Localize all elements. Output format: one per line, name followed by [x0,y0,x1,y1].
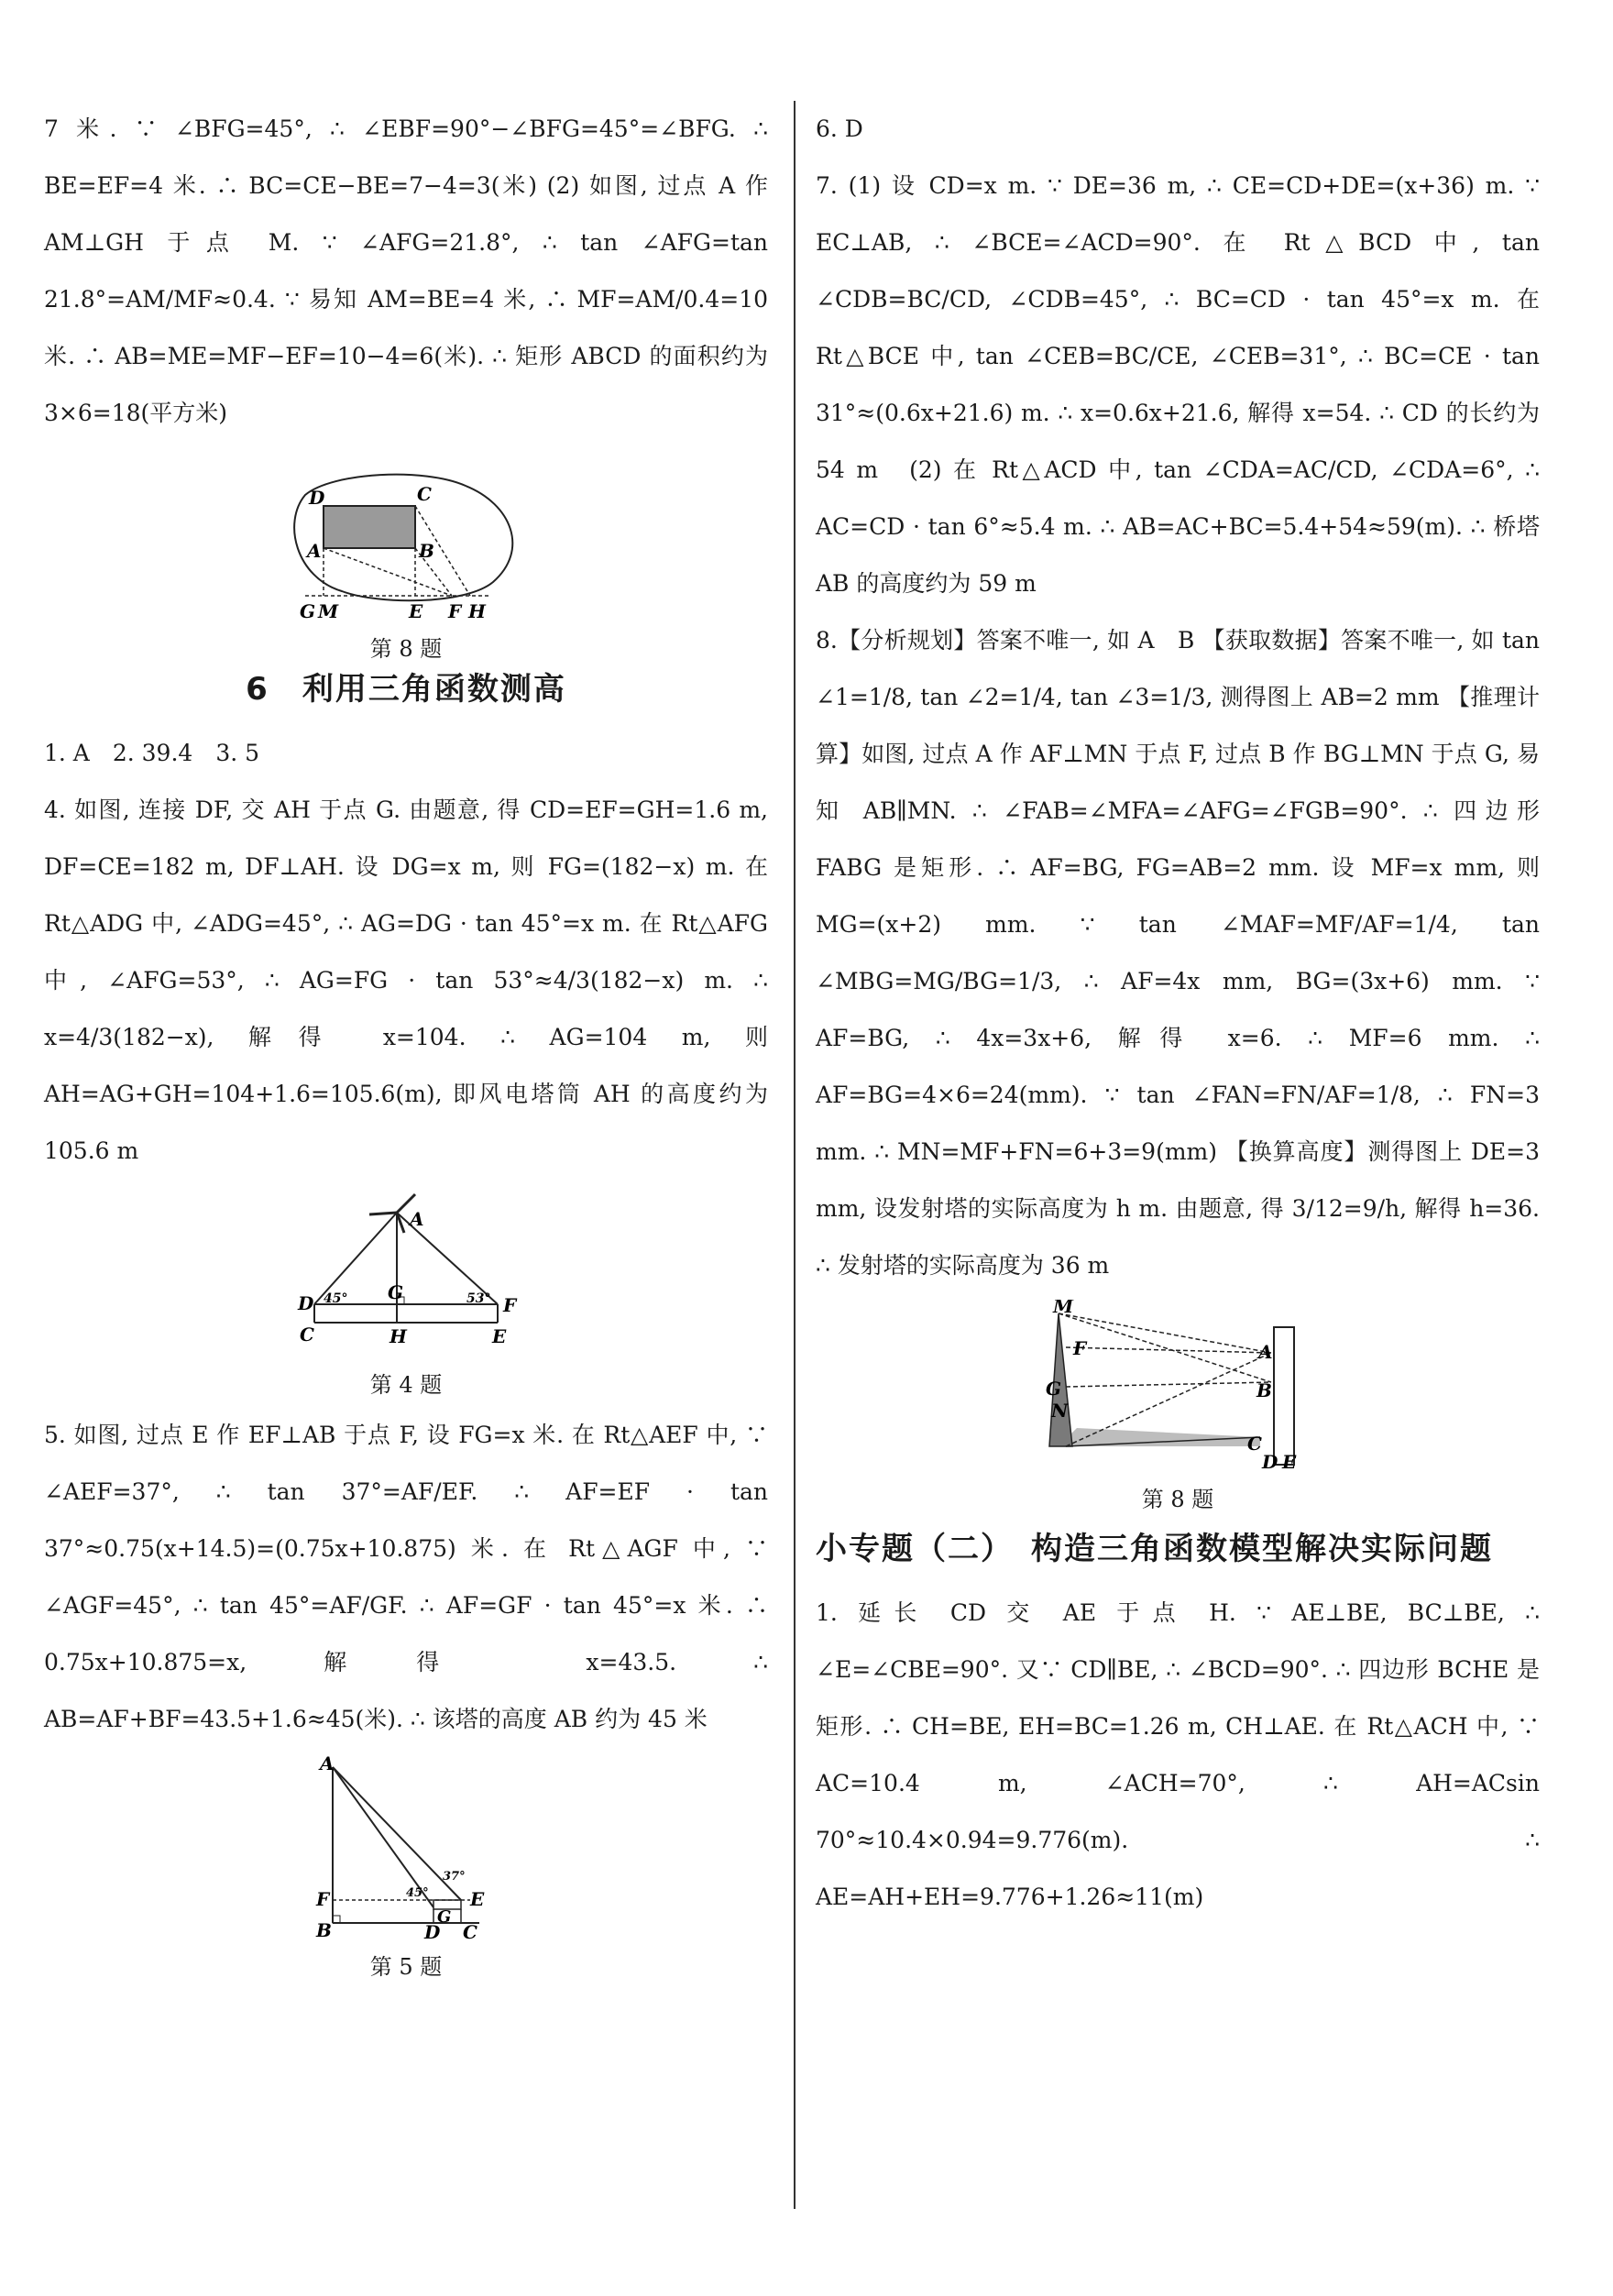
fig8a-label-h: H [468,600,486,622]
fig4-angle-d: 45° [324,1291,348,1306]
right-column [816,101,1540,1926]
question-4-solution: 4. 如图, 连接 DF, 交 AH 于点 G. 由题意, 得 CD=EF=GH=1.6 m, DF=CE=182 m, DF⊥AH. 设 DG=x m, 则 FG=(182−x) m. 在 Rt△ADG 中, ∠ADG=45°, ∴ AG=DG · tan 45°=x m. 在 Rt△AFG 中, ∠AFG=53°, ∴ AG=FG · tan 53°≈4/3(182−x) m. ∴ x=4/3(182−x), 解得 x=104. ∴ AG=104 m, 则 AH=AG+GH=104+1.6=105.6(m), 即风电塔筒 AH 的高度约为 105.6 m [44,796,768,1164]
special-topic-title: 小专题（二） 构造三角函数模型解决实际问题 [816,1531,1493,1567]
fig8a-label-b: B [419,540,434,562]
fig5-label-c: C [463,1921,477,1941]
fig8a-label-c: C [417,483,432,505]
fig5-label-b: B [316,1919,332,1941]
fig4-label-g: G [388,1281,404,1303]
fig5-label-a: A [320,1753,335,1774]
fig5-angle-g: 45° [406,1886,429,1900]
figure-5-diagram [296,1753,516,1941]
fig4-angle-f: 53° [466,1291,491,1306]
fig8b-label-g: G [1046,1378,1062,1400]
fig8b-label-e: E [1282,1451,1297,1473]
fig8a-label-e: E [409,600,423,622]
figure-8b-caption: 第 8 题 [1141,1487,1214,1512]
fig4-label-f: F [503,1294,517,1316]
fig8a-label-g: G [300,600,316,622]
figure-8b-diagram [1031,1300,1324,1474]
special-question-1-solution: 1. 延长 CD 交 AE 于点 H. ∵ AE⊥BE, BC⊥BE, ∴ ∠E=∠CBE=90°. 又∵ CD∥BE, ∴ ∠BCD=90°. ∴ 四边形 BCHE 是矩形. ∴ CH=BE, EH=BC=1.26 m, CH⊥AE. 在 Rt△ACH 中, ∵ AC=10.4 m, ∠ACH=70°, ∴ AH=ACsin 70°≈10.4×0.94=9.776(m). ∴ AE=AH+EH=9.776+1.26≈11(m) [816,1599,1540,1910]
fig8b-label-a: A [1258,1341,1273,1363]
fig5-label-f: F [316,1888,330,1910]
figure-5-caption: 第 5 题 [369,1954,443,1980]
column-divider [794,101,796,2209]
fig8a-label-a: A [307,540,322,562]
fig8b-label-f: F [1073,1337,1087,1359]
answers-1-3: 1. A 2. 39.4 3. 5 [44,740,260,766]
fig8b-label-b: B [1256,1379,1272,1401]
fig5-label-g: G [437,1907,452,1927]
fig8b-label-d: D [1262,1451,1278,1473]
fig8a-label-f: F [448,600,462,622]
figure-8a-diagram [269,467,543,623]
fig4-label-d: D [298,1292,314,1314]
fig8b-label-m: M [1053,1300,1074,1317]
fig5-label-e: E [470,1888,485,1910]
figure-8a-caption: 第 8 题 [369,636,443,662]
fig8b-label-n: N [1051,1400,1069,1422]
answer-6: 6. D [816,115,863,142]
figure-4-caption: 第 4 题 [369,1372,443,1398]
q3-continuation: 7 米. ∵ ∠BFG=45°, ∴ ∠EBF=90°−∠BFG=45°=∠BFG. ∴ BE=EF=4 米. ∴ BC=CE−BE=7−4=3(米) (2) 如图, 过点 A 作 AM⊥GH 于点 M. ∵ ∠AFG=21.8°, ∴ tan ∠AFG=tan 21.8°=AM/MF≈0.4. ∵ 易知 AM=BE=4 米, ∴ MF=AM/0.4=10 米. ∴ AB=ME=MF−EF=10−4=6(米). ∴ 矩形 ABCD 的面积约为 3×6=18(平方米) [44,115,768,426]
fig4-label-e: E [492,1325,507,1347]
fig5-label-d: D [424,1921,441,1941]
left-column [44,101,768,1984]
fig8b-label-c: C [1247,1433,1262,1455]
question-8-solution: 8.【分析规划】答案不唯一, 如 A B 【获取数据】答案不唯一, 如 tan ∠1=1/8, tan ∠2=1/4, tan ∠3=1/3, 测得图上 AB=2 mm 【推理计算】如图, 过点 A 作 AF⊥MN 于点 F, 过点 B 作 BG⊥MN 于点 G, 易知 AB∥MN. ∴ ∠FAB=∠MFA=∠AFG=∠FGB=90°. ∴ 四边形 FABG 是矩形. ∴ AF=BG, FG=AB=2 mm. 设 MF=x mm, 则 MG=(x+2) mm. ∵ tan ∠MAF=MF/AF=1/4, tan ∠MBG=MG/BG=1/3, ∴ AF=4x mm, BG=(3x+6) mm. ∵ AF=BG, ∴ 4x=3x+6, 解得 x=6. ∴ MF=6 mm. ∴ AF=BG=4×6=24(mm). ∵ tan ∠FAN=FN/AF=1/8, ∴ FN=3 mm. ∴ MN=MF+FN=6+3=9(mm) 【换算高度】测得图上 DE=3 mm, 设发射塔的实际高度为 h m. 由题意, 得 3/12=9/h, 解得 h=36. ∴ 发射塔的实际高度为 36 m [816,627,1540,1279]
fig4-label-h: H [390,1325,407,1347]
question-5-solution: 5. 如图, 过点 E 作 EF⊥AB 于点 F, 设 FG=x 米. 在 Rt△AEF 中, ∵ ∠AEF=37°, ∴ tan 37°=AF/EF. ∴ AF=EF · tan 37°≈0.75(x+14.5)=(0.75x+10.875) 米. 在 Rt△AGF 中, ∵ ∠AGF=45°, ∴ tan 45°=AF/GF. ∴ AF=GF · tan 45°=x 米. ∴ 0.75x+10.875=x, 解得 x=43.5. ∴ AB=AF+BF=43.5+1.6≈45(米). ∴ 该塔的高度 AB 约为 45 米 [44,1422,768,1732]
figure-4-diagram [287,1185,525,1359]
figure-5 [296,1753,516,1980]
fig5-angle-e: 37° [443,1870,466,1884]
fig4-label-c: C [300,1324,314,1346]
figure-8b [1031,1300,1324,1511]
fig8a-label-m: M [318,600,339,622]
figure-4 [287,1185,525,1396]
section-6-title: 6 利用三角函数测高 [246,671,566,708]
figure-8a [269,467,543,662]
fig8a-label-d: D [309,487,325,509]
question-7-solution: 7. (1) 设 CD=x m. ∵ DE=36 m, ∴ CE=CD+DE=(x+36) m. ∵ EC⊥AB, ∴ ∠BCE=∠ACD=90°. 在 Rt△BCD 中, tan ∠CDB=BC/CD, ∠CDB=45°, ∴ BC=CD · tan 45°=x m. 在 Rt△BCE 中, tan ∠CEB=BC/CE, ∠CEB=31°, ∴ BC=CE · tan 31°≈(0.6x+21.6) m. ∴ x=0.6x+21.6, 解得 x=54. ∴ CD 的长约为 54 m (2) 在 Rt△ACD 中, tan ∠CDA=AC/CD, ∠CDA=6°, ∴ AC=CD · tan 6°≈5.4 m. ∴ AB=AC+BC=5.4+54≈59(m). ∴ 桥塔 AB 的高度约为 59 m [816,172,1540,597]
fig4-label-a: A [410,1208,424,1230]
